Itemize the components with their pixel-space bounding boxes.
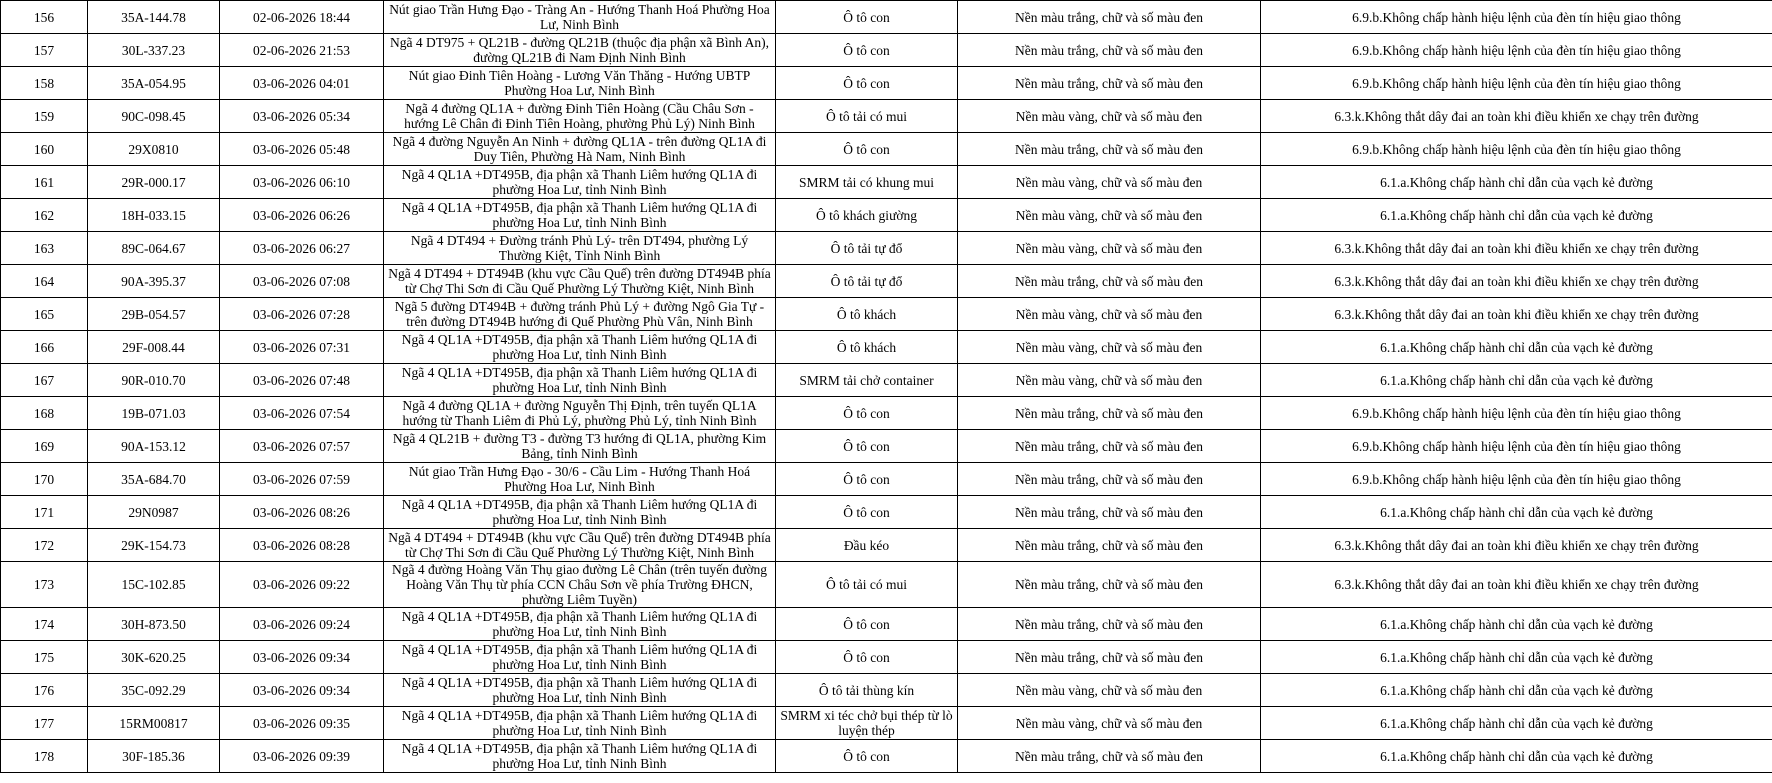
row-number-cell: 169 [1, 430, 88, 463]
plate-color-cell: Nền màu trắng, chữ và số màu đen [958, 265, 1261, 298]
violation-cell: 6.3.k.Không thắt dây đai an toàn khi điều khiển xe chạy trên đường [1261, 265, 1772, 298]
location-cell: Ngã 4 đường Hoàng Văn Thụ giao đường Lê Chân (trên tuyến đường Hoàng Văn Thụ từ phía CCN Châu Sơn về phía Trường ĐHCN, phường Liêm Tuyền) [384, 562, 776, 608]
row-number-cell: 165 [1, 298, 88, 331]
violation-time-cell: 02-06-2026 18:44 [220, 1, 384, 34]
vehicle-type-cell: SMRM tải có khung mui [776, 166, 958, 199]
violation-cell: 6.9.b.Không chấp hành hiệu lệnh của đèn tín hiệu giao thông [1261, 1, 1772, 34]
row-number-cell: 178 [1, 740, 88, 773]
license-plate-cell: 29B-054.57 [88, 298, 220, 331]
vehicle-type-cell: Ô tô con [776, 641, 958, 674]
location-cell: Ngã 4 QL1A +DT495B, địa phận xã Thanh Liêm hướng QL1A đi phường Hoa Lư, tỉnh Ninh Bình [384, 641, 776, 674]
table-row [1, 298, 1772, 331]
license-plate-cell: 35A-144.78 [88, 1, 220, 34]
violation-time-cell: 03-06-2026 06:10 [220, 166, 384, 199]
violation-time-cell: 03-06-2026 07:57 [220, 430, 384, 463]
plate-color-cell: Nền màu trắng, chữ và số màu đen [958, 463, 1261, 496]
row-number-cell: 162 [1, 199, 88, 232]
row-number-cell: 157 [1, 34, 88, 67]
violation-time-cell: 03-06-2026 07:54 [220, 397, 384, 430]
plate-color-cell: Nền màu trắng, chữ và số màu đen [958, 397, 1261, 430]
violation-cell: 6.3.k.Không thắt dây đai an toàn khi điều khiển xe chạy trên đường [1261, 298, 1772, 331]
location-cell: Ngã 5 đường DT494B + đường tránh Phủ Lý + đường Ngô Gia Tự - trên đường DT494B hướng đi Quế Phường Phù Vân, Ninh Bình [384, 298, 776, 331]
location-cell: Ngã 4 QL1A +DT495B, địa phận xã Thanh Liêm hướng QL1A đi phường Hoa Lư, tỉnh Ninh Bình [384, 674, 776, 707]
violation-time-cell: 03-06-2026 08:26 [220, 496, 384, 529]
table-row [1, 707, 1772, 740]
plate-color-cell: Nền màu trắng, chữ và số màu đen [958, 1, 1261, 34]
plate-color-cell: Nền màu vàng, chữ và số màu đen [958, 100, 1261, 133]
plate-color-cell: Nền màu trắng, chữ và số màu đen [958, 496, 1261, 529]
violation-cell: 6.1.a.Không chấp hành chỉ dẫn của vạch kẻ đường [1261, 331, 1772, 364]
location-cell: Ngã 4 QL1A +DT495B, địa phận xã Thanh Liêm hướng QL1A đi phường Hoa Lư, tỉnh Ninh Bình [384, 166, 776, 199]
violation-time-cell: 03-06-2026 09:22 [220, 562, 384, 608]
violation-time-cell: 03-06-2026 07:59 [220, 463, 384, 496]
license-plate-cell: 15C-102.85 [88, 562, 220, 608]
location-cell: Ngã 4 QL1A +DT495B, địa phận xã Thanh Liêm hướng QL1A đi phường Hoa Lư, tỉnh Ninh Bình [384, 364, 776, 397]
table-row [1, 199, 1772, 232]
license-plate-cell: 30H-873.50 [88, 608, 220, 641]
vehicle-type-cell: Ô tô tải có mui [776, 562, 958, 608]
row-number-cell: 172 [1, 529, 88, 562]
table-row [1, 397, 1772, 430]
table-row [1, 34, 1772, 67]
vehicle-type-cell: Ô tô khách giường [776, 199, 958, 232]
row-number-cell: 173 [1, 562, 88, 608]
license-plate-cell: 29R-000.17 [88, 166, 220, 199]
table-row [1, 100, 1772, 133]
license-plate-cell: 89C-064.67 [88, 232, 220, 265]
row-number-cell: 161 [1, 166, 88, 199]
row-number-cell: 174 [1, 608, 88, 641]
violation-cell: 6.1.a.Không chấp hành chỉ dẫn của vạch kẻ đường [1261, 740, 1772, 773]
vehicle-type-cell: Ô tô con [776, 608, 958, 641]
violation-time-cell: 03-06-2026 08:28 [220, 529, 384, 562]
location-cell: Ngã 4 QL21B + đường T3 - đường T3 hướng đi QL1A, phường Kim Bảng, tỉnh Ninh Bình [384, 430, 776, 463]
violation-cell: 6.9.b.Không chấp hành hiệu lệnh của đèn tín hiệu giao thông [1261, 67, 1772, 100]
license-plate-cell: 29K-154.73 [88, 529, 220, 562]
violation-time-cell: 03-06-2026 05:48 [220, 133, 384, 166]
license-plate-cell: 29F-008.44 [88, 331, 220, 364]
table-row [1, 496, 1772, 529]
plate-color-cell: Nền màu trắng, chữ và số màu đen [958, 529, 1261, 562]
table-row [1, 133, 1772, 166]
table-row [1, 529, 1772, 562]
location-cell: Ngã 4 DT975 + QL21B - đường QL21B (thuộc địa phận xã Bình An), đường QL21B đi Nam Định Ninh Bình [384, 34, 776, 67]
violation-time-cell: 03-06-2026 05:34 [220, 100, 384, 133]
violation-time-cell: 03-06-2026 06:26 [220, 199, 384, 232]
license-plate-cell: 90R-010.70 [88, 364, 220, 397]
violation-cell: 6.1.a.Không chấp hành chỉ dẫn của vạch kẻ đường [1261, 496, 1772, 529]
table-row [1, 463, 1772, 496]
violation-time-cell: 03-06-2026 09:39 [220, 740, 384, 773]
vehicle-type-cell: Ô tô con [776, 496, 958, 529]
vehicle-type-cell: Ô tô tải tự đổ [776, 265, 958, 298]
plate-color-cell: Nền màu vàng, chữ và số màu đen [958, 707, 1261, 740]
vehicle-type-cell: Ô tô khách [776, 331, 958, 364]
location-cell: Ngã 4 QL1A +DT495B, địa phận xã Thanh Liêm hướng QL1A đi phường Hoa Lư, tỉnh Ninh Bình [384, 199, 776, 232]
location-cell: Ngã 4 đường Nguyễn An Ninh + đường QL1A - trên đường QL1A đi Duy Tiên, Phường Hà Nam, Ninh Bình [384, 133, 776, 166]
vehicle-type-cell: Ô tô con [776, 397, 958, 430]
location-cell: Ngã 4 QL1A +DT495B, địa phận xã Thanh Liêm hướng QL1A đi phường Hoa Lư, tỉnh Ninh Bình [384, 608, 776, 641]
plate-color-cell: Nền màu trắng, chữ và số màu đen [958, 133, 1261, 166]
license-plate-cell: 29N0987 [88, 496, 220, 529]
violation-cell: 6.1.a.Không chấp hành chỉ dẫn của vạch kẻ đường [1261, 166, 1772, 199]
plate-color-cell: Nền màu vàng, chữ và số màu đen [958, 674, 1261, 707]
table-row [1, 331, 1772, 364]
vehicle-type-cell: Ô tô con [776, 430, 958, 463]
row-number-cell: 168 [1, 397, 88, 430]
table-row [1, 674, 1772, 707]
violation-cell: 6.3.k.Không thắt dây đai an toàn khi điều khiển xe chạy trên đường [1261, 529, 1772, 562]
table-row [1, 364, 1772, 397]
row-number-cell: 163 [1, 232, 88, 265]
row-number-cell: 158 [1, 67, 88, 100]
license-plate-cell: 90A-395.37 [88, 265, 220, 298]
license-plate-cell: 19B-071.03 [88, 397, 220, 430]
plate-color-cell: Nền màu trắng, chữ và số màu đen [958, 67, 1261, 100]
location-cell: Ngã 4 DT494 + Đường tránh Phủ Lý- trên DT494, phường Lý Thường Kiệt, Tỉnh Ninh Bình [384, 232, 776, 265]
row-number-cell: 156 [1, 1, 88, 34]
table-row [1, 562, 1772, 608]
plate-color-cell: Nền màu trắng, chữ và số màu đen [958, 34, 1261, 67]
plate-color-cell: Nền màu vàng, chữ và số màu đen [958, 232, 1261, 265]
license-plate-cell: 90C-098.45 [88, 100, 220, 133]
vehicle-type-cell: Ô tô tải tự đổ [776, 232, 958, 265]
location-cell: Ngã 4 QL1A +DT495B, địa phận xã Thanh Liêm hướng QL1A đi phường Hoa Lư, tỉnh Ninh Bình [384, 740, 776, 773]
violation-cell: 6.9.b.Không chấp hành hiệu lệnh của đèn tín hiệu giao thông [1261, 397, 1772, 430]
table-row [1, 740, 1772, 773]
violation-cell: 6.1.a.Không chấp hành chỉ dẫn của vạch kẻ đường [1261, 674, 1772, 707]
row-number-cell: 175 [1, 641, 88, 674]
row-number-cell: 176 [1, 674, 88, 707]
table-row [1, 166, 1772, 199]
vehicle-type-cell: Ô tô con [776, 67, 958, 100]
plate-color-cell: Nền màu vàng, chữ và số màu đen [958, 298, 1261, 331]
row-number-cell: 171 [1, 496, 88, 529]
table-row [1, 67, 1772, 100]
vehicle-type-cell: Ô tô con [776, 1, 958, 34]
row-number-cell: 177 [1, 707, 88, 740]
license-plate-cell: 30F-185.36 [88, 740, 220, 773]
violation-time-cell: 03-06-2026 09:34 [220, 641, 384, 674]
plate-color-cell: Nền màu trắng, chữ và số màu đen [958, 430, 1261, 463]
license-plate-cell: 35A-054.95 [88, 67, 220, 100]
violation-cell: 6.3.k.Không thắt dây đai an toàn khi điều khiển xe chạy trên đường [1261, 100, 1772, 133]
violation-cell: 6.1.a.Không chấp hành chỉ dẫn của vạch kẻ đường [1261, 199, 1772, 232]
row-number-cell: 159 [1, 100, 88, 133]
violation-cell: 6.9.b.Không chấp hành hiệu lệnh của đèn tín hiệu giao thông [1261, 430, 1772, 463]
location-cell: Ngã 4 DT494 + DT494B (khu vực Cầu Quế) trên đường DT494B phía từ Chợ Thi Sơn đi Cầu Quế Phường Lý Thường Kiệt, Ninh Bình [384, 265, 776, 298]
violation-time-cell: 03-06-2026 07:28 [220, 298, 384, 331]
table-row [1, 1, 1772, 34]
table-row [1, 608, 1772, 641]
location-cell: Nút giao Trần Hưng Đạo - Tràng An - Hướng Thanh Hoá Phường Hoa Lư, Ninh Bình [384, 1, 776, 34]
plate-color-cell: Nền màu trắng, chữ và số màu đen [958, 608, 1261, 641]
violation-time-cell: 03-06-2026 09:35 [220, 707, 384, 740]
table-row [1, 430, 1772, 463]
vehicle-type-cell: Đầu kéo [776, 529, 958, 562]
vehicle-type-cell: Ô tô khách [776, 298, 958, 331]
violation-cell: 6.3.k.Không thắt dây đai an toàn khi điều khiển xe chạy trên đường [1261, 232, 1772, 265]
violation-cell: 6.9.b.Không chấp hành hiệu lệnh của đèn tín hiệu giao thông [1261, 463, 1772, 496]
table-row [1, 265, 1772, 298]
violation-cell: 6.1.a.Không chấp hành chỉ dẫn của vạch kẻ đường [1261, 608, 1772, 641]
table-body [1, 1, 1772, 773]
location-cell: Ngã 4 đường QL1A + đường Nguyễn Thị Định, trên tuyến QL1A hướng từ Thanh Liêm đi Phủ Lý, phường Phủ Lý, tỉnh Ninh Bình [384, 397, 776, 430]
license-plate-cell: 35A-684.70 [88, 463, 220, 496]
license-plate-cell: 30K-620.25 [88, 641, 220, 674]
location-cell: Ngã 4 QL1A +DT495B, địa phận xã Thanh Liêm hướng QL1A đi phường Hoa Lư, tỉnh Ninh Bình [384, 707, 776, 740]
vehicle-type-cell: Ô tô con [776, 463, 958, 496]
row-number-cell: 170 [1, 463, 88, 496]
vehicle-type-cell: Ô tô con [776, 740, 958, 773]
location-cell: Ngã 4 QL1A +DT495B, địa phận xã Thanh Liêm hướng QL1A đi phường Hoa Lư, tỉnh Ninh Bình [384, 331, 776, 364]
license-plate-cell: 90A-153.12 [88, 430, 220, 463]
violation-cell: 6.3.k.Không thắt dây đai an toàn khi điều khiển xe chạy trên đường [1261, 562, 1772, 608]
table-row [1, 641, 1772, 674]
vehicle-type-cell: SMRM xi téc chở bụi thép từ lò luyện thép [776, 707, 958, 740]
location-cell: Nút giao Trần Hưng Đạo - 30/6 - Cầu Lim - Hướng Thanh Hoá Phường Hoa Lư, Ninh Bình [384, 463, 776, 496]
row-number-cell: 166 [1, 331, 88, 364]
vehicle-type-cell: SMRM tải chở container [776, 364, 958, 397]
plate-color-cell: Nền màu vàng, chữ và số màu đen [958, 199, 1261, 232]
license-plate-cell: 35C-092.29 [88, 674, 220, 707]
violation-cell: 6.1.a.Không chấp hành chỉ dẫn của vạch kẻ đường [1261, 364, 1772, 397]
plate-color-cell: Nền màu vàng, chữ và số màu đen [958, 166, 1261, 199]
row-number-cell: 164 [1, 265, 88, 298]
license-plate-cell: 29X0810 [88, 133, 220, 166]
location-cell: Nút giao Đinh Tiên Hoàng - Lương Văn Thăng - Hướng UBTP Phường Hoa Lư, Ninh Bình [384, 67, 776, 100]
vehicle-type-cell: Ô tô tải thùng kín [776, 674, 958, 707]
license-plate-cell: 18H-033.15 [88, 199, 220, 232]
location-cell: Ngã 4 QL1A +DT495B, địa phận xã Thanh Liêm hướng QL1A đi phường Hoa Lư, tỉnh Ninh Bình [384, 496, 776, 529]
violation-time-cell: 03-06-2026 07:08 [220, 265, 384, 298]
license-plate-cell: 15RM00817 [88, 707, 220, 740]
row-number-cell: 160 [1, 133, 88, 166]
violation-cell: 6.1.a.Không chấp hành chỉ dẫn của vạch kẻ đường [1261, 641, 1772, 674]
violation-cell: 6.9.b.Không chấp hành hiệu lệnh của đèn tín hiệu giao thông [1261, 133, 1772, 166]
row-number-cell: 167 [1, 364, 88, 397]
plate-color-cell: Nền màu vàng, chữ và số màu đen [958, 364, 1261, 397]
vehicle-type-cell: Ô tô con [776, 133, 958, 166]
location-cell: Ngã 4 DT494 + DT494B (khu vực Cầu Quế) trên đường DT494B phía từ Chợ Thi Sơn đi Cầu Quế Phường Lý Thường Kiệt, Ninh Bình [384, 529, 776, 562]
violation-cell: 6.1.a.Không chấp hành chỉ dẫn của vạch kẻ đường [1261, 707, 1772, 740]
violation-time-cell: 03-06-2026 09:34 [220, 674, 384, 707]
vehicle-type-cell: Ô tô tải có mui [776, 100, 958, 133]
vehicle-type-cell: Ô tô con [776, 34, 958, 67]
violation-time-cell: 03-06-2026 06:27 [220, 232, 384, 265]
table-row [1, 232, 1772, 265]
violation-time-cell: 02-06-2026 21:53 [220, 34, 384, 67]
license-plate-cell: 30L-337.23 [88, 34, 220, 67]
plate-color-cell: Nền màu trắng, chữ và số màu đen [958, 740, 1261, 773]
location-cell: Ngã 4 đường QL1A + đường Đinh Tiên Hoàng (Cầu Châu Sơn - hướng Lê Chân đi Đinh Tiên Hoàng, phường Phủ Lý) Ninh Bình [384, 100, 776, 133]
violation-time-cell: 03-06-2026 09:24 [220, 608, 384, 641]
plate-color-cell: Nền màu vàng, chữ và số màu đen [958, 331, 1261, 364]
plate-color-cell: Nền màu trắng, chữ và số màu đen [958, 641, 1261, 674]
violation-cell: 6.9.b.Không chấp hành hiệu lệnh của đèn tín hiệu giao thông [1261, 34, 1772, 67]
plate-color-cell: Nền màu trắng, chữ và số màu đen [958, 562, 1261, 608]
violation-time-cell: 03-06-2026 04:01 [220, 67, 384, 100]
violation-time-cell: 03-06-2026 07:48 [220, 364, 384, 397]
violation-time-cell: 03-06-2026 07:31 [220, 331, 384, 364]
